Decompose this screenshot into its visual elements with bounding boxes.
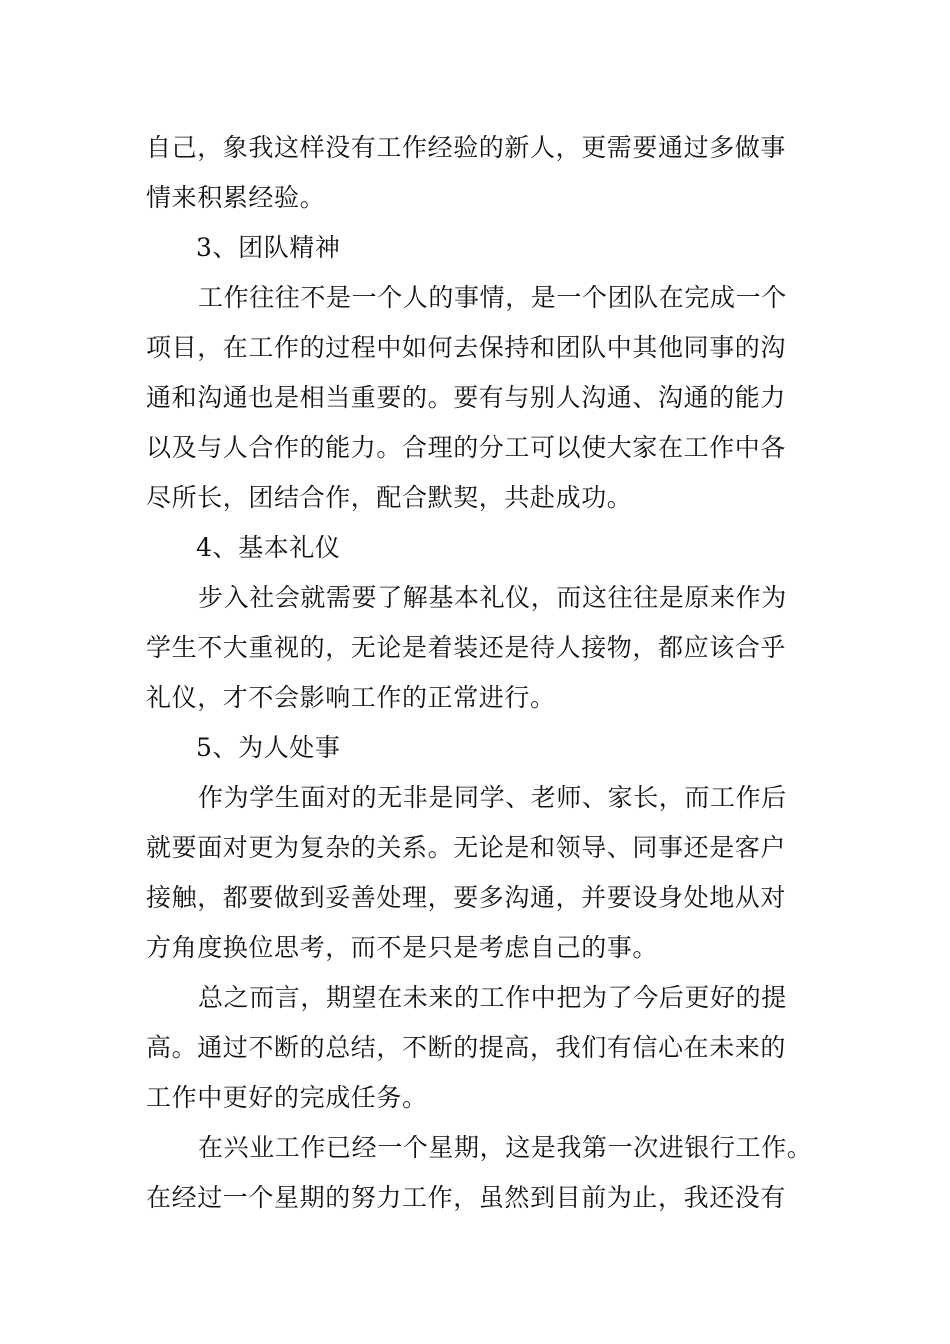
body-text-line: 高。通过不断的总结，不断的提高，我们有信心在未来的 xyxy=(146,1033,787,1062)
body-text-line: 自己，象我这样没有工作经验的新人，更需要通过多做事 xyxy=(146,133,787,162)
body-text-line: 就要面对更为复杂的关系。无论是和领导、同事还是客户 xyxy=(146,833,787,862)
section-heading-team-spirit: 3、团队精神 xyxy=(196,233,341,262)
paragraph-first-line: 作为学生面对的无非是同学、老师、家长，而工作后 xyxy=(198,783,787,812)
section-heading-basic-etiquette: 4、基本礼仪 xyxy=(196,533,341,562)
body-text-line: 情来积累经验。 xyxy=(146,183,326,212)
paragraph-first-line: 步入社会就需要了解基本礼仪，而这往往是原来作为 xyxy=(198,583,787,612)
paragraph-first-line: 工作往往不是一个人的事情，是一个团队在完成一个 xyxy=(198,283,787,312)
body-text-line: 在经过一个星期的努力工作，虽然到目前为止，我还没有 xyxy=(146,1183,787,1212)
body-text-line: 以及与人合作的能力。合理的分工可以使大家在工作中各 xyxy=(146,433,787,462)
paragraph-first-line: 在兴业工作已经一个星期，这是我第一次进银行工作。 xyxy=(198,1133,813,1162)
body-text-line: 工作中更好的完成任务。 xyxy=(146,1083,428,1112)
body-text-line: 通和沟通也是相当重要的。要有与别人沟通、沟通的能力 xyxy=(146,383,787,412)
body-text-line: 项目，在工作的过程中如何去保持和团队中其他同事的沟 xyxy=(146,333,787,362)
body-text-line: 接触，都要做到妥善处理，要多沟通，并要设身处地从对 xyxy=(146,883,787,912)
body-text-line: 礼仪，才不会影响工作的正常进行。 xyxy=(146,683,556,712)
body-text-line: 方角度换位思考，而不是只是考虑自己的事。 xyxy=(146,933,659,962)
body-text-line: 尽所长，团结合作，配合默契，共赴成功。 xyxy=(146,483,633,512)
paragraph-first-line: 总之而言，期望在未来的工作中把为了今后更好的提 xyxy=(198,983,787,1012)
section-heading-conduct: 5、为人处事 xyxy=(196,733,341,762)
body-text-line: 学生不大重视的，无论是着装还是待人接物，都应该合乎 xyxy=(146,633,787,662)
